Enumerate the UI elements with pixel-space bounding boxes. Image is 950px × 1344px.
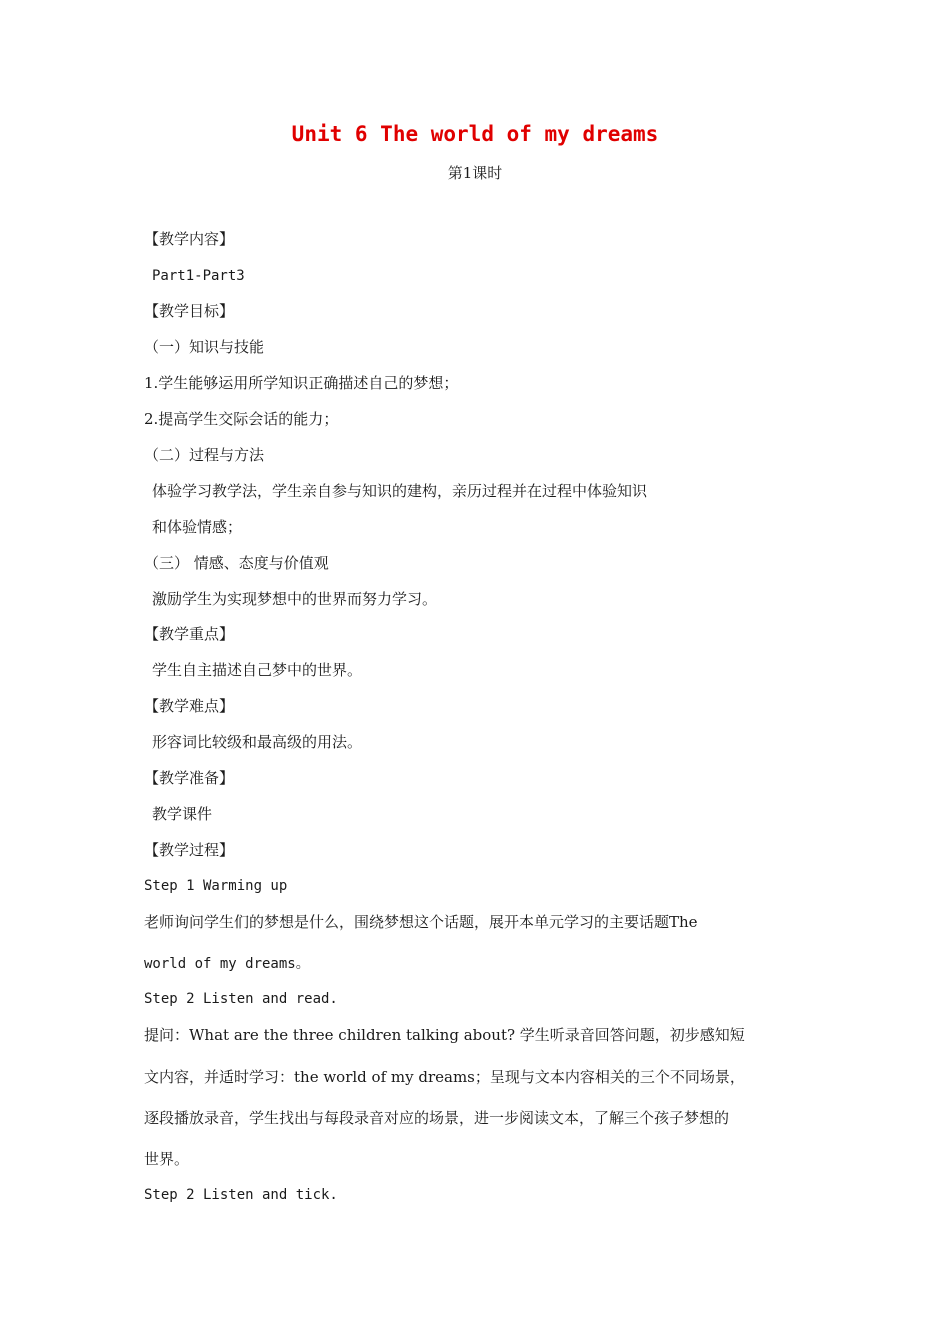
heading-procedure: 【教学过程】 [144,841,235,859]
goal-item-1: 1.学生能够运用所学知识正确描述自己的梦想； [144,374,459,392]
goal-section-emotion: （三） 情感、态度与价值观 [144,554,329,572]
step-2-text-1: 提问：What are the three children talking about? 学生听录音回答问题，初步感知短 [144,1026,745,1044]
heading-difficult-points: 【教学难点】 [144,697,235,715]
process-text-2: 和体验情感； [152,518,243,536]
process-text-1: 体验学习教学法，学生亲自参与知识的建构，亲历过程并在过程中体验知识 [152,482,648,500]
document-title: Unit 6 The world of my dreams [291,122,659,146]
goal-section-process: （二）过程与方法 [144,446,265,464]
step-2-text-4: 世界。 [144,1150,190,1168]
step-2-text-2: 文内容，并适时学习：the world of my dreams；呈现与文本内容相关的三个不同场景， [144,1068,745,1086]
goal-section-knowledge: （一）知识与技能 [144,338,265,356]
step-1-text-2: world of my dreams。 [144,956,310,972]
heading-teaching-content: 【教学内容】 [144,230,235,248]
step-1-title: Step 1 Warming up [144,878,288,894]
emotion-text: 激励学生为实现梦想中的世界而努力学习。 [152,590,438,608]
preparation-text: 教学课件 [152,805,213,823]
step-2b-title: Step 2 Listen and tick. [144,1187,338,1203]
difficult-points-text: 形容词比较级和最高级的用法。 [152,733,363,751]
goal-item-2: 2.提高学生交际会话的能力； [144,410,339,428]
heading-key-points: 【教学重点】 [144,625,235,643]
step-2-text-3: 逐段播放录音，学生找出与每段录音对应的场景，进一步阅读文本，了解三个孩子梦想的 [144,1109,730,1127]
lesson-number: 第1课时 [447,164,503,182]
heading-preparation: 【教学准备】 [144,769,235,787]
heading-teaching-goals: 【教学目标】 [144,302,235,320]
step-2-title: Step 2 Listen and read. [144,991,338,1007]
key-points-text: 学生自主描述自己梦中的世界。 [152,661,363,679]
content-parts: Part1-Part3 [152,268,245,284]
step-1-text-1: 老师询问学生们的梦想是什么，围绕梦想这个话题，展开本单元学习的主要话题The [144,913,698,931]
